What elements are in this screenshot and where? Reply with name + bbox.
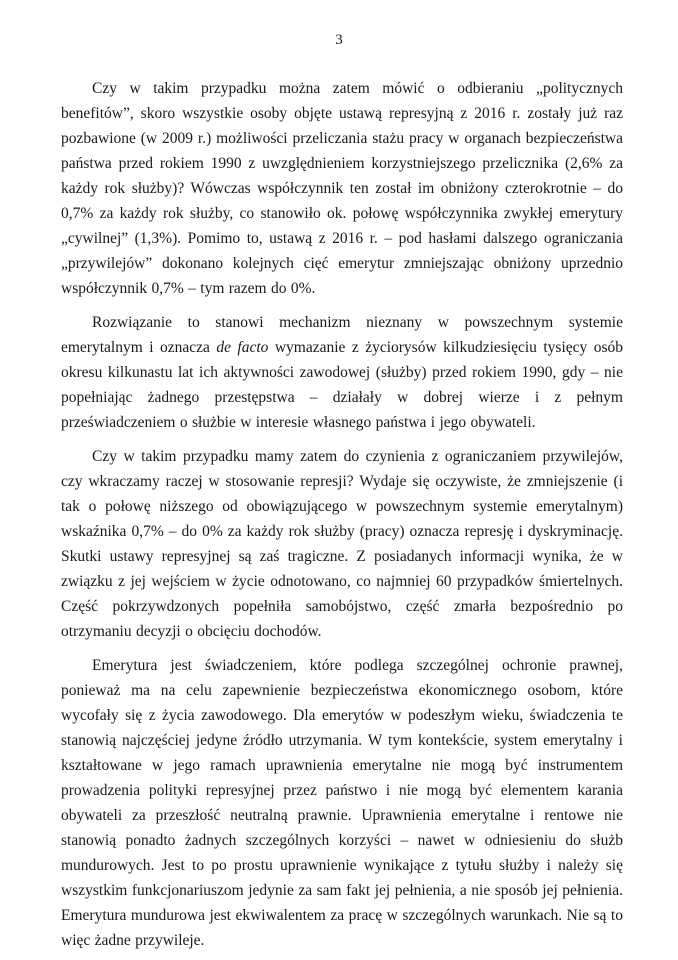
paragraph [61,444,623,644]
italic-text-run: de facto [216,339,269,356]
text-run: wymazanie z życiorysów kilkudziesięciu tysięcy osób okresu kilkunastu lat ich aktywności zawodowej (służby) przed rokiem 1990, gdy – nie popełniając żadnego przestępstwa – działały w dobrej wierze i z pełnym przeświadczeniem o służbie w interesie własnego państwa i jego obywateli. [61,339,624,431]
text-run: Rozwiązanie to stanowi mechanizm nieznany w powszechnym systemie emerytalnym i oznacza [61,314,623,356]
document-body [61,76,623,960]
page-number: 3 [335,32,343,48]
paragraph [61,76,623,301]
text-run: Czy w takim przypadku mamy zatem do czynienia z ograniczaniem przywilejów, czy wkraczamy raczej w stosowanie represji? Wydaje się oczywiste, że zmniejszenie (i tak o połowę niższego od obowiązującego w powszechnym systemie emerytalnym) wskaźnika 0,7% – do 0% za każdy rok służby (pracy) oznacza represję i dyskryminację. Skutki ustawy represyjnej są zaś tragiczne. Z posiadanych informacji wynika, że w związku z jej wejściem w życie odnotowano, co najmniej 60 przypadków śmiertelnych. Część pokrzywdzonych popełniła samobójstwo, część zmarła bezpośrednio po otrzymaniu decyzji o obcięciu dochodów. [61,448,623,640]
text-run: Czy w takim przypadku można zatem mówić o odbieraniu „politycznych benefitów”, skoro wszystkie osoby objęte ustawą represyjną z 2016 r. zostały już raz pozbawione (w 2009 r.) możliwości przeliczania stażu pracy w organach bezpieczeństwa państwa przed rokiem 1990 z uwzględnieniem korzystniejszego przelicznika (2,6% za każdy rok służby)? Wówczas współczynnik ten został im obniżony czterokrotnie – do 0,7% za każdy rok służby, co stanowiło ok. połowę współczynnika zwykłej emerytury „cywilnej” (1,3%). Pomimo to, ustawą z 2016 r. – pod hasłami dalszego ograniczania „przywilejów” dokonano kolejnych cięć emerytur zmniejszając obniżony uprzednio współczynnik 0,7% – tym razem do 0%. [61,80,623,297]
paragraph [61,653,623,953]
text-run: Emerytura jest świadczeniem, które podlega szczególnej ochronie prawnej, ponieważ ma na celu zapewnienie bezpieczeństwa ekonomicznego osobom, które wycofały się z życia zawodowego. Dla emerytów w podeszłym wieku, świadczenia te stanowią najczęściej jedyne źródło utrzymania. W tym kontekście, system emerytalny i kształtowane w jego ramach uprawnienia emerytalne nie mogą być instrumentem prowadzenia polityki represyjnej przez państwo i nie mogą być elementem karania obywateli za przeszłość neutralną prawnie. Uprawnienia emerytalne i rentowe nie stanowią ponadto żadnych szczególnych korzyści – nawet w odniesieniu do służb mundurowych. Jest to po prostu uprawnienie wynikające z tytułu służby i należy się wszystkim funkcjonariuszom jedynie za sam fakt jej pełnienia, a nie sposób jej pełnienia. Emerytura mundurowa jest ekwiwalentem za pracę w szczególnych warunkach. Nie są to więc żadne przywileje. [61,657,623,949]
paragraph [61,310,623,435]
